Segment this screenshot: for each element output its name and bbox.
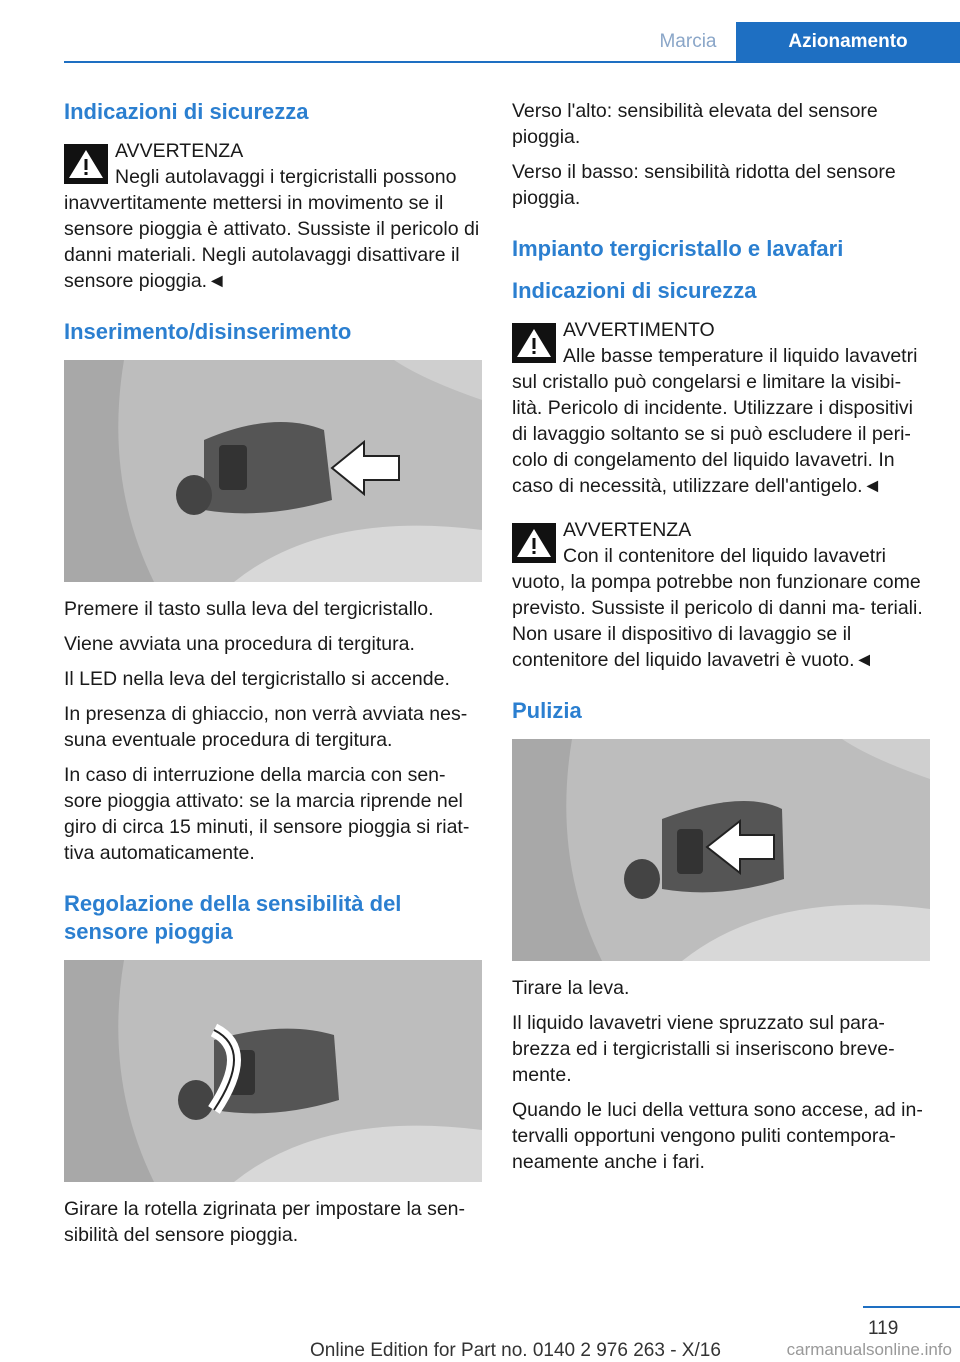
footer-rule [863,1306,960,1308]
paragraph: Verso il basso: sensibilità ridotta del sensore pioggia. [512,161,896,209]
paragraph: Tirare la leva. [512,977,630,999]
warning-block [512,517,930,673]
warning-block [64,138,482,294]
paragraph: Girare la rotella zigrinata per impostare la sen- sibilità del sensore pioggia. [64,1198,466,1246]
safety-heading: Indicazioni di sicurezza [512,278,757,303]
paragraph: Verso l'alto: sensibilità elevata del sensore pioggia. [512,100,878,148]
tab-azionamento[interactable]: Azionamento [736,22,960,62]
warning-icon [64,144,108,184]
paragraph: Viene avviata una procedura di tergitura. [64,633,415,655]
section-heading-onoff: Inserimento/disinserimento [64,319,352,344]
section-heading-clean: Pulizia [512,698,582,723]
warning-text: Alle basse temperature il liquido lavavetri sul cristallo può congelarsi e limitare la visibi- lità. Pericolo di incidente. Utilizzare i dispositivi di lavaggio soltanto se si può escludere il peri- colo di congelamento del liquido lavavetri. In caso di necessità, utilizzare dell'antigelo.◄ [512,345,918,497]
page-number: 119 [868,1318,899,1339]
right-column [512,98,930,1184]
paragraph: Quando le luci della vettura sono accese, ad in- tervalli opportuni vengono puliti contempora- neamente anche i fari. [512,1099,923,1173]
figure-knurled-wheel [64,960,482,1182]
warning-label: AVVERTENZA [563,519,692,541]
paragraph: In caso di interruzione della marcia con sen- sore pioggia attivato: se la marcia riprende nel giro di circa 15 minuti, il sensore pioggia si riat- tiva automaticamente. [64,764,470,864]
section-heading-sensitivity: Regolazione della sensibilità del sensore pioggia [64,891,402,944]
figure-wiper-lever-button [64,360,482,582]
warning-text: Negli autolavaggi i tergicristalli possono inavvertitamente mettersi in movimento se il sensore pioggia è attivato. Sussiste il pericolo di danni materiali. Negli autolavaggi disattivare il sensore pioggia.◄ [64,166,480,292]
paragraph: Il LED nella leva del tergicristallo si accende. [64,668,450,690]
paragraph: Il liquido lavavetri viene spruzzato sul para- brezza ed i tergicristalli si inseriscono breve- mente. [512,1012,895,1086]
warning-icon [512,523,556,563]
edition-note: Online Edition for Part no. 0140 2 976 263 - X/16 [310,1340,721,1361]
tab-marcia[interactable]: Marcia [659,31,717,52]
warning-text: Con il contenitore del liquido lavavetri vuoto, la pompa potrebbe non funzionare come previsto. Sussiste il pericolo di danni ma- teriali. Non usare il dispositivo di lavaggio se il contenitore del liquido lavavetri è vuoto.◄ [512,545,923,671]
paragraph: In presenza di ghiaccio, non verrà avviata nes- suna eventuale procedura di tergitura. [64,703,468,751]
warning-label: AVVERTIMENTO [563,319,715,341]
safety-heading: Indicazioni di sicurezza [64,99,309,124]
warning-block [512,317,930,499]
paragraph: Premere il tasto sulla leva del tergicristallo. [64,598,434,620]
watermark: carmanualsonline.info [786,1340,952,1359]
header-rule [64,61,960,63]
left-column [64,98,482,1257]
warning-icon [512,323,556,363]
figure-pull-lever [512,739,930,961]
section-heading-wash: Impianto tergicristallo e lavafari [512,236,844,261]
warning-label: AVVERTENZA [115,140,244,162]
page-header [640,22,960,62]
